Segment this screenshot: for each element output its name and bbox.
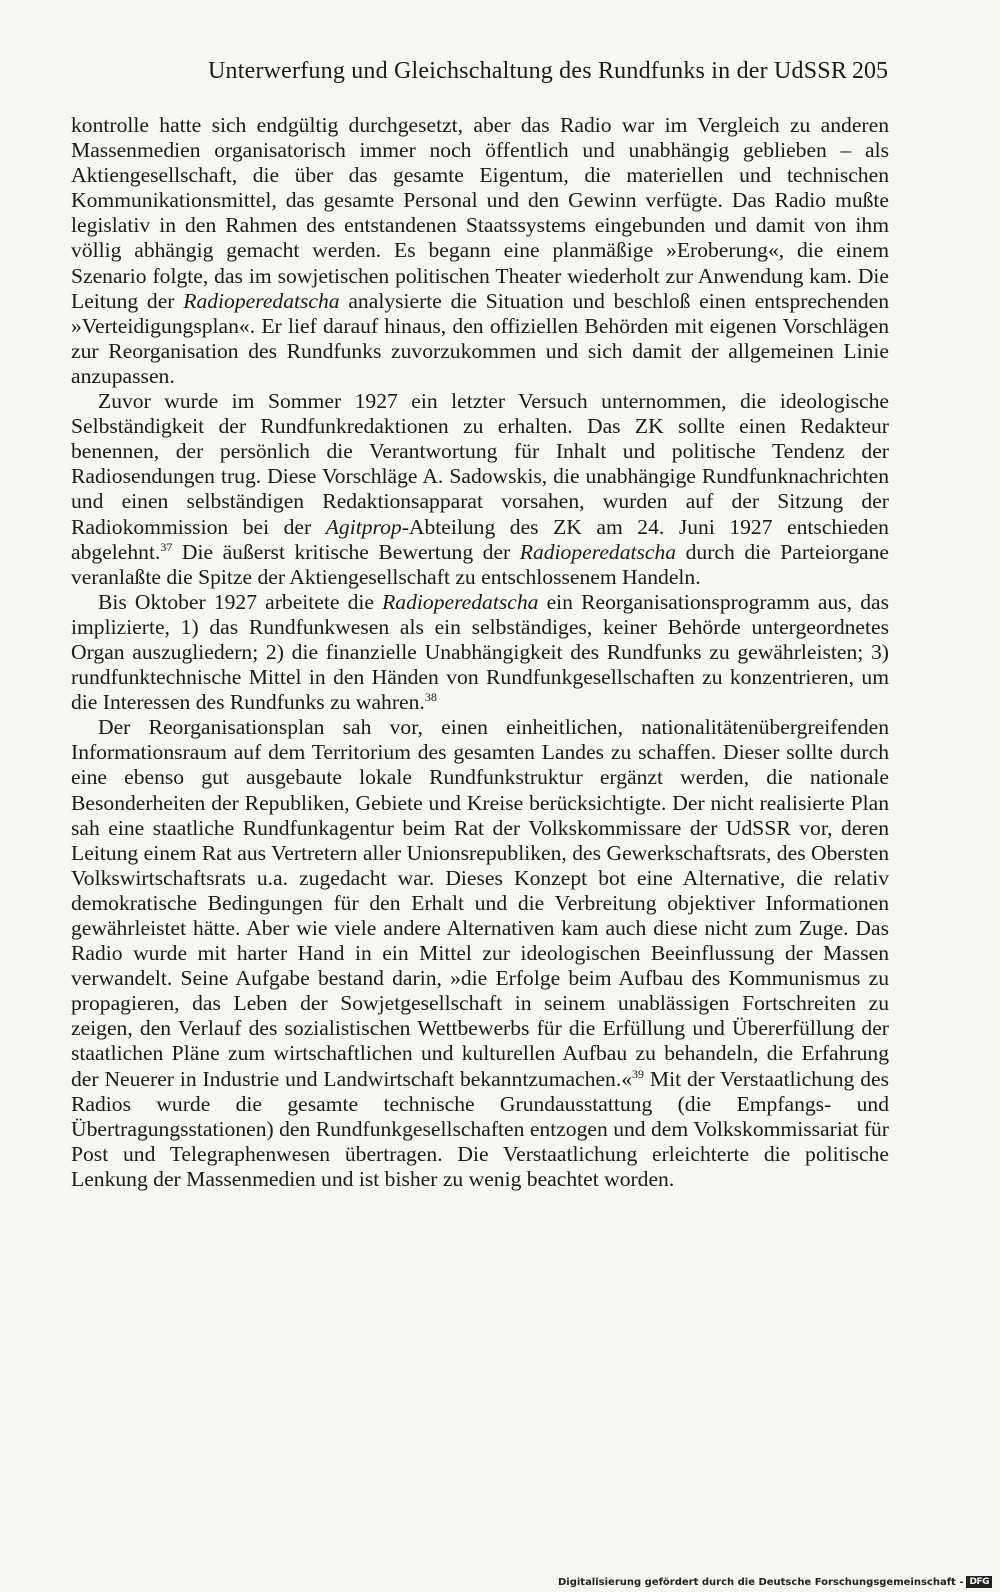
italic-term: Radioperedatscha [183,288,340,313]
footnote-ref: 38 [424,690,437,705]
text-run: Zuvor wurde im Sommer 1927 ein letzter Versuch unternommen, die ideologische Selbständigkeit der Rundfunkredaktionen zu erhalten. Das ZK sollte einen Redakteur benennen, der persönlich die Verantwortung für Inhalt und politische Tendenz der Radiosendungen trug. Diese Vorschläge A. Sadowskis, die unabhängige Rundfunknachrichten und einen selbständigen Redaktionsapparat vorsahen, wurden auf der Sitzung der Radiokommission bei der [71,389,889,539]
text-run: kontrolle hatte sich endgültig durchgesetzt, aber das Radio war im Vergleich zu anderen Massenmedien organisatorisch immer noch öffentlich und unabhängig geblieben – als Aktiengesellschaft, die über das gesamte Eigentum, die materiellen und technischen Kommunikationsmittel, das gesamte Personal und den Gewinn verfügte. Das Radio mußte legislativ in den Rahmen des entstandenen Staatssystems eingebunden und damit von ihm völlig abhängig gemacht werden. Es begann eine planmäßige »Eroberung«, die einem Szenario folgte, das im sowjetischen politischen Theater wiederholt zur Anwendung kam. Die Leitung der [71,113,889,313]
digitization-footer [558,1576,992,1588]
text-run: ein Reorganisationsprogramm aus, das implizierte, 1) das Rundfunkwesen als ein selbständiges, keiner Behörde untergeordnetes Organ auszugliedern; 2) die finanzielle Unabhängigkeit des Rundfunks zu gewährleisten; 3) rundfunktechnische Mittel in den Händen von Rundfunkgesellschaften zu konzentrieren, um die Interessen des Rundfunks zu wahren. [71,589,889,715]
text-run: Die äußerst kritische Bewertung der [172,539,520,564]
paragraph [71,113,889,389]
text-run: Der Reorganisationsplan sah vor, einen einheitlichen, nationalitätenübergreifenden Informationsraum auf dem Territorium des gesamten Landes zu schaffen. Dieser sollte durch eine ebenso gut ausgebaute lokale Rundfunkstruktur ergänzt werden, die nationale Besonderheiten der Republiken, Gebiete und Kreise berücksichtigte. Der nicht realisierte Plan sah eine staatliche Rundfunkagentur beim Rat der Volkskommissare der UdSSR vor, deren Leitung einem Rat aus Vertretern aller Unionsrepubliken, des Gewerkschaftsrats, des Obersten Volkswirtschaftsrats u.a. zugedacht war. Dieses Konzept bot eine Alternative, die relativ demokratische Bedingungen für den Erhalt und die Verbreitung objektiver Informationen gewährleistet hätte. Aber wie viele andere Alternativen kam auch diese nicht zum Zuge. Das Radio wurde mit harter Hand in ein Mittel zur ideologischen Beeinflussung der Massen verwandelt. Seine Aufgabe bestand darin, »die Erfolge beim Aufbau des Kommunismus zu propagieren, das Leben der Sowjetgesellschaft in seinem unablässigen Fortschreiten zu zeigen, den Verlauf des sozialistischen Wettbewerbs für die Erfüllung und Übererfüllung der staatlichen Pläne zum wirtschaftlichen und kulturellen Aufbau zu behandeln, die Erfahrung der Neuerer in Industrie und Landwirtschaft bekanntzumachen.« [71,715,889,1091]
running-header [80,58,888,98]
footnote-ref: 39 [632,1066,645,1081]
paragraph [71,715,889,1192]
paragraph [71,590,889,715]
footnote-ref: 37 [160,539,173,554]
italic-term: Radioperedatscha [382,589,539,614]
body-text [71,113,889,1192]
running-title: Unterwerfung und Gleichschaltung des Rundfunks in der UdSSR [208,58,848,84]
italic-term: Agitprop [325,514,402,539]
page-number: 205 [852,58,888,84]
paragraph [71,389,889,590]
text-run: Mit der Verstaatlichung des Radios wurde die gesamte technische Grundausstattung (die Empfangs- und Übertragungsstationen) den Rundfunkgesellschaften entzogen und dem Volkskommissariat für Post und Telegraphenwesen übertragen. Die Verstaatlichung erleichterte die politische Lenkung der Massenmedien und ist bisher zu wenig beachtet worden. [71,1066,889,1191]
italic-term: Radioperedatscha [519,539,677,564]
text-run: -Abteilung des ZK am 24. Juni 1927 entschieden abgelehnt. [71,514,889,564]
footer-credit: Digitalisierung gefördert durch die Deutsche Forschungsgemeinschaft - [557,1576,964,1588]
text-run: Bis Oktober 1927 arbeitete die [98,589,383,614]
text-run: durch die Parteiorgane veranlaßte die Spitze der Aktiengesellschaft zu entschlossenem Handeln. [71,539,889,589]
text-run: analysierte die Situation und beschloß einen entsprechenden »Verteidigungsplan«. Er lief darauf hinaus, den offiziellen Behörden mit eigenen Vorschlägen zur Reorganisation des Rundfunks zuvorzukommen und sich damit der allgemeinen Linie anzupassen. [71,288,889,388]
dfg-logo-icon: DFG [966,1576,992,1588]
